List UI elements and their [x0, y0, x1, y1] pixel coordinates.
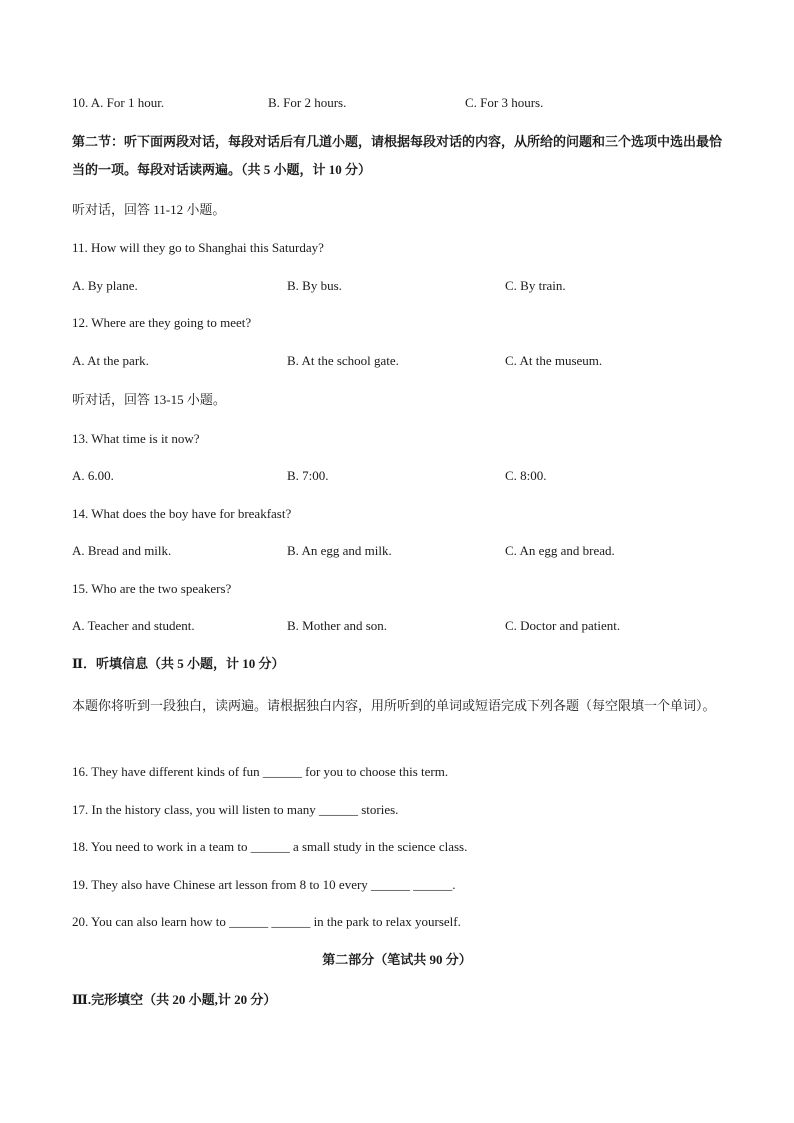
question-10-option-b: B. For 2 hours. [268, 95, 347, 110]
question-15-option-c: C. Doctor and patient. [505, 618, 621, 633]
question-11-option-c: C. By train. [505, 278, 566, 293]
section2-instruction: 第二节：听下面两段对话，每段对话后有几道小题，请根据每段对话的内容，从所给的问题和三个选项中选出最恰当的一项。每段对话读两遍。（共 5 小题，计 10 分） [72, 134, 723, 177]
question-11-option-a: A. By plane. [72, 278, 138, 293]
question-15-options [0, 617, 794, 635]
fill-question-20: 20. You can also learn how to ______ ______ in the park to relax yourself. [72, 914, 461, 929]
written-part-title: 第二部分（笔试共 90 分） [322, 952, 472, 967]
part2-instruction: 本题你将听到一段独白，读两遍。请根据独白内容，用所听到的单词或短语完成下列各题（每空限填一个单词）。 [72, 698, 716, 713]
question-12-option-b: B. At the school gate. [287, 353, 399, 368]
question-14-option-b: B. An egg and milk. [287, 543, 392, 558]
question-12-stem: 12. Where are they going to meet? [72, 315, 252, 330]
dialog1-label: 听对话，回答 11-12 小题。 [72, 202, 226, 217]
question-11-option-b: B. By bus. [287, 278, 342, 293]
question-14-option-a: A. Bread and milk. [72, 543, 172, 558]
question-13-option-c: C. 8:00. [505, 468, 547, 483]
question-10-option-a: 10. A. For 1 hour. [72, 95, 165, 110]
part3-title: Ⅲ.完形填空（共 20 小题,计 20 分） [72, 992, 277, 1007]
question-14-option-c: C. An egg and bread. [505, 543, 615, 558]
question-13-option-b: B. 7:00. [287, 468, 329, 483]
dialog2-label: 听对话，回答 13-15 小题。 [72, 392, 226, 407]
fill-question-16: 16. They have different kinds of fun ______ for you to choose this term. [72, 764, 449, 779]
question-13-stem: 13. What time is it now? [72, 431, 200, 446]
question-15-option-a: A. Teacher and student. [72, 618, 195, 633]
question-10-option-c: C. For 3 hours. [465, 95, 544, 110]
question-12-option-c: C. At the museum. [505, 353, 603, 368]
fill-question-18: 18. You need to work in a team to ______ a small study in the science class. [72, 839, 468, 854]
question-15-stem: 15. Who are the two speakers? [72, 581, 232, 596]
fill-question-17: 17. In the history class, you will listen to many ______ stories. [72, 802, 399, 817]
question-14-stem: 14. What does the boy have for breakfast? [72, 506, 292, 521]
question-12-options [0, 352, 794, 370]
question-13-options [0, 467, 794, 485]
question-10-options [0, 94, 794, 112]
fill-question-19: 19. They also have Chinese art lesson from 8 to 10 every ______ ______. [72, 877, 456, 892]
question-12-option-a: A. At the park. [72, 353, 149, 368]
question-11-stem: 11. How will they go to Shanghai this Saturday? [72, 240, 324, 255]
question-14-options [0, 542, 794, 560]
part2-title: Ⅱ．听填信息（共 5 小题，计 10 分） [72, 656, 285, 671]
question-13-option-a: A. 6.00. [72, 468, 114, 483]
question-11-options [0, 277, 794, 295]
question-15-option-b: B. Mother and son. [287, 618, 388, 633]
